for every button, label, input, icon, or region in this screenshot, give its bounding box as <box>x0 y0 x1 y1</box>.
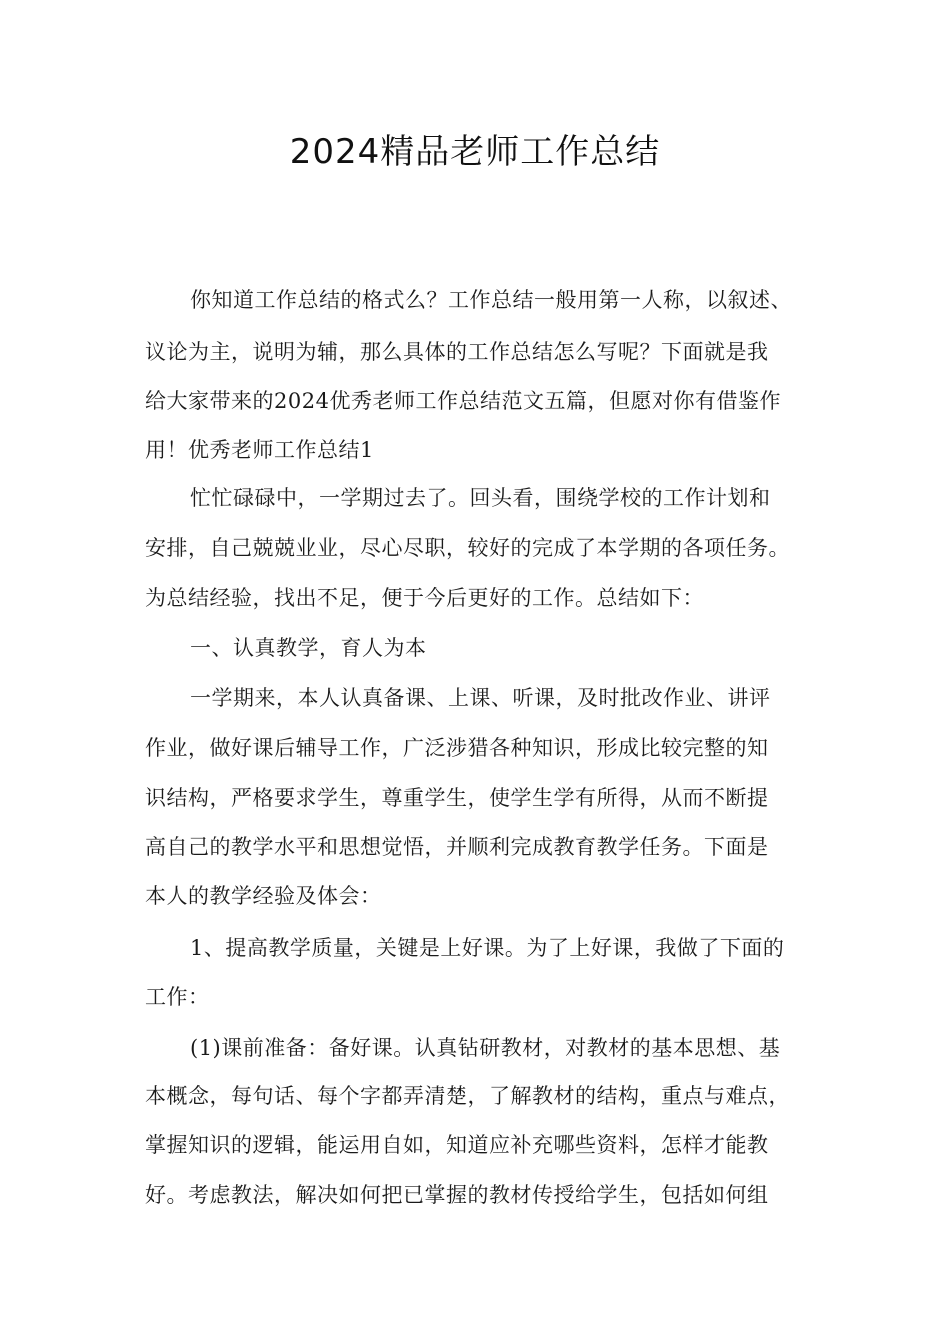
text-line: 用！优秀老师工作总结1 <box>145 438 374 462</box>
text-line: 议论为主，说明为辅，那么具体的工作总结怎么写呢？下面就是我 <box>145 340 769 364</box>
text-line: 好。考虑教法，解决如何把已掌握的教材传授给学生，包括如何组 <box>145 1183 769 1207</box>
text-line: 1、提高教学质量，关键是上好课。为了上好课，我做了下面的 <box>190 936 785 960</box>
text-line: 识结构，严格要求学生，尊重学生，使学生学有所得，从而不断提 <box>145 786 769 810</box>
text-line: 作业，做好课后辅导工作，广泛涉猎各种知识，形成比较完整的知 <box>145 736 769 760</box>
text-line: 忙忙碌碌中，一学期过去了。回头看，围绕学校的工作计划和 <box>190 486 771 510</box>
text-line: 你知道工作总结的格式么？工作总结一般用第一人称，以叙述、 <box>190 288 792 312</box>
section-heading: 一、认真教学，育人为本 <box>190 636 427 660</box>
text-line: 高自己的教学水平和思想觉悟，并顺利完成教育教学任务。下面是 <box>145 835 769 859</box>
document-title: 2024精品老师工作总结 <box>289 132 661 172</box>
text-line: 工作： <box>145 985 210 1009</box>
text-line: 给大家带来的2024优秀老师工作总结范文五篇，但愿对你有借鉴作 <box>145 389 781 413</box>
text-line: 本概念，每句话、每个字都弄清楚，了解教材的结构，重点与难点， <box>145 1084 790 1108</box>
text-line: 本人的教学经验及体会： <box>145 884 382 908</box>
text-line: 一学期来，本人认真备课、上课、听课，及时批改作业、讲评 <box>190 686 771 710</box>
text-line: 安排，自己兢兢业业，尽心尽职，较好的完成了本学期的各项任务。 <box>145 536 790 560</box>
text-line: (1)课前准备：备好课。认真钻研教材，对教材的基本思想、基 <box>190 1036 781 1060</box>
text-line: 为总结经验，找出不足，便于今后更好的工作。总结如下： <box>145 586 704 610</box>
text-line: 掌握知识的逻辑，能运用自如，知道应补充哪些资料，怎样才能教 <box>145 1133 769 1157</box>
